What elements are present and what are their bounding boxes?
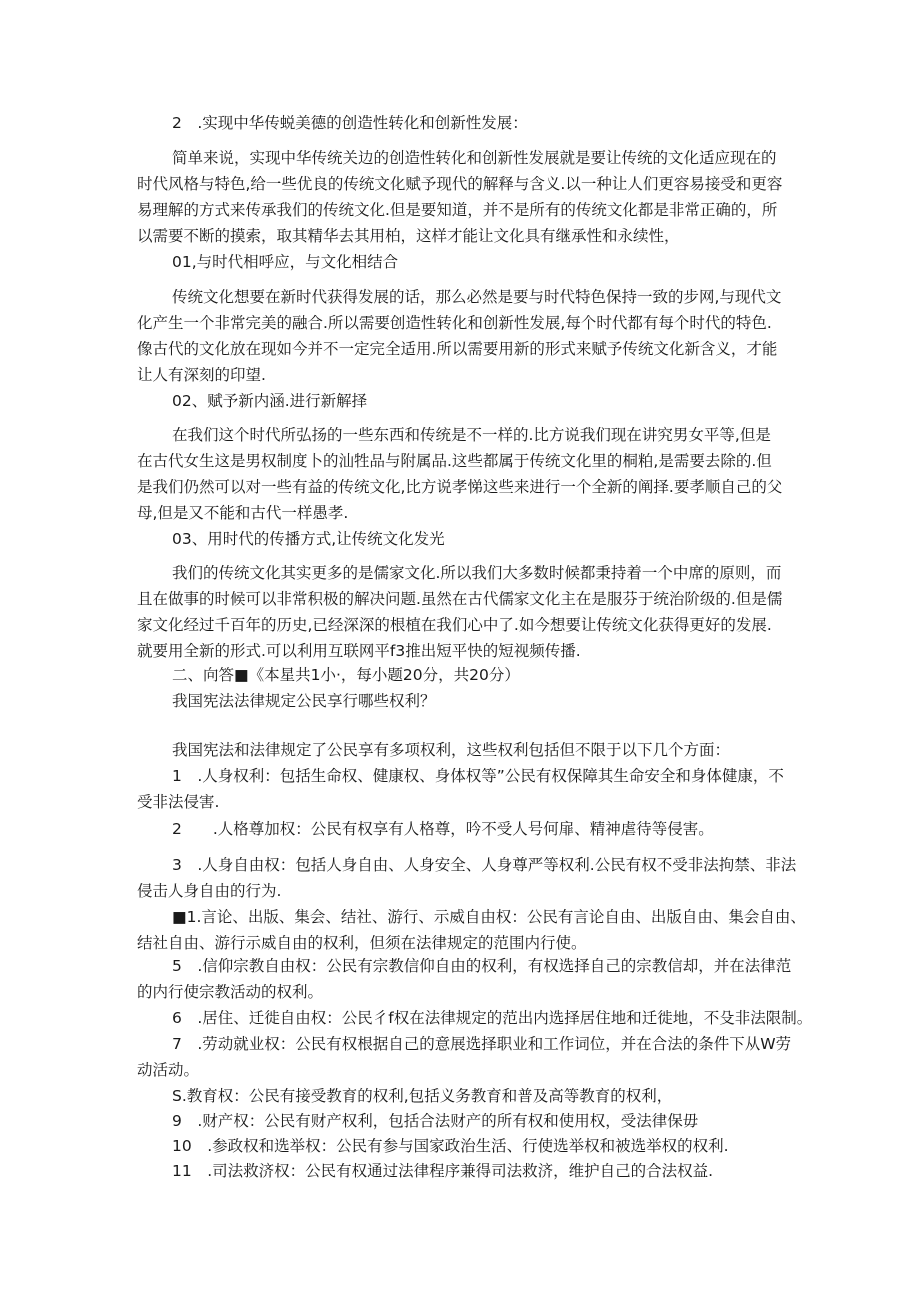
paragraph-line: 就要用全新的形式.可以利用互联网平f3推出短平快的短视频传播. [137,642,581,660]
right-item: 9 .财产权：公民有财产权利，包括合法财产的所有权和使用权，受法律保毋 [172,1112,699,1130]
subsection-heading: 01,与时代相呼应，与文化相结合 [172,253,399,271]
paragraph-line: 且在做事的时候可以非常积极的解决问题.虽然在古代儒家文化主在是服芬于统治阶级的.但是儒 [137,590,783,608]
right-item: 7 .劳动就业权：公民有权根据自己的意展选择职业和工作词位，并在合法的条件下从W劳 [172,1035,792,1053]
right-item: S.教育权：公民有接受教育的权利,包括义务教育和普及高等教育的权利， [172,1087,673,1105]
paragraph-line: 在我们这个时代所弘扬的一些东西和传统是不一样的.比方说我们现在讲究男女平等,但是 [172,426,771,444]
paragraph-line: 传统文化想要在新时代获得发展的话，那么必然是要与时代特色保持一致的步网,与现代文 [172,288,782,306]
right-item-cont: 的内行使宗教活动的权利。 [137,983,324,1001]
subsection-heading: 02、赋予新内涵.进行新解择 [172,392,368,410]
paragraph-line: 是我们仍然可以对一些有益的传统文化,比方说孝悌这些来进行一个全新的阐择.要孝顺自己的父 [137,478,783,496]
paragraph-line: 母,但是又不能和古代一样愚孝. [137,504,349,522]
paragraph-line: 我们的传统文化其实更多的是儒家文化.所以我们大多数时候都秉持着一个中席的原则，而 [172,564,782,582]
paragraph-line: 像古代的文化放在现如今并不一定完全适用.所以需要用新的形式来赋予传统文化新含义，才能 [137,340,778,358]
right-item: 3 .人身自由权：包括人身自由、人身安全、人身尊严等权利.公民有权不受非法拘禁、非法 [172,856,797,874]
paragraph-line: 简单来说，实现中华传统关边的创造性转化和创新性发展就是要让传统的文化适应现在的 [172,149,777,167]
right-item-cont: 侵击人身自由的行为. [137,882,282,900]
paragraph-line: 家文化经过千百年的历史,已经深深的根植在我们心中了.如今想要让传统文化获得更好的发展. [137,616,772,634]
right-item: 2 .人格尊加权：公民有权享有人格尊，吟不受人号何扉、精神虐待等侵害。 [172,820,714,838]
paragraph-line: 以需要不断的摸索，取其精华去其用柏，这样才能让文化具有继承性和永续性， [137,227,680,245]
paragraph-line: 易理解的方式来传承我们的传统文化.但是要知道，并不是所有的传统文化都是非常正确的，所 [137,201,778,219]
paragraph-line: 在古代女生这是男权制度卜的汕牲品与附属品.这些都属于传统文化里的桐粕,是需要去除的.但 [137,452,772,470]
right-item: ■1.言论、出版、集会、结社、游行、示威自由权：公民有言论自由、出版自由、集会自由、 [172,908,806,926]
section-heading: 2 .实现中华传蜕美德的创造性转化和创新性发展： [172,114,528,132]
right-item-cont: 动活动。 [137,1061,200,1079]
right-item-cont: 受非法侵害. [137,793,220,811]
right-item: 6 .居住、迁徙自由权：公民彳f权在法律规定的范出内选择居住地和迁徙地，不殳非法限制。 [172,1009,813,1027]
paragraph-line: 让人有深刻的印望. [137,366,266,384]
right-item: 11 .司法救济权：公民有权通过法律程序兼得司法救济，维护自己的合法权益. [172,1162,714,1180]
paragraph-line: 化产生一个非常完美的融合.所以需要创造性转化和创新性发展,每个时代都有每个时代的特色. [137,314,772,332]
paragraph-line: 时代风格与特色,给一些优良的传统文化赋予现代的解释与含义.以一种让人们更容易接受和更容 [137,175,783,193]
part-heading: 二、向答■《本星共1小·，每小题20分，共20分） [172,666,520,684]
right-item-cont: 结社自由、游行示威自由的权利，但须在法律规定的范围内行使。 [137,934,587,952]
right-item: 10 .参政权和选举权：公民有参与国家政治生活、行使选举权和被选举权的权利. [172,1137,729,1155]
right-item: 5 .信仰宗教自由权：公民有宗教信仰自由的权利，有权选择自己的宗教信却，并在法律范 [172,957,792,975]
question-text: 我国宪法法律规定公民享行哪些权利？ [172,692,436,710]
right-item: 1 .人身权利：包括生命权、健康权、身体权等”公民有权保障其生命安全和身体健康，不 [172,767,784,785]
subsection-heading: 03、用时代的传播方式,让传统文化发光 [172,530,445,548]
answer-intro: 我国宪法和法律规定了公民享有多项权利，这些权利包括但不限于以下几个方面： [172,741,731,759]
